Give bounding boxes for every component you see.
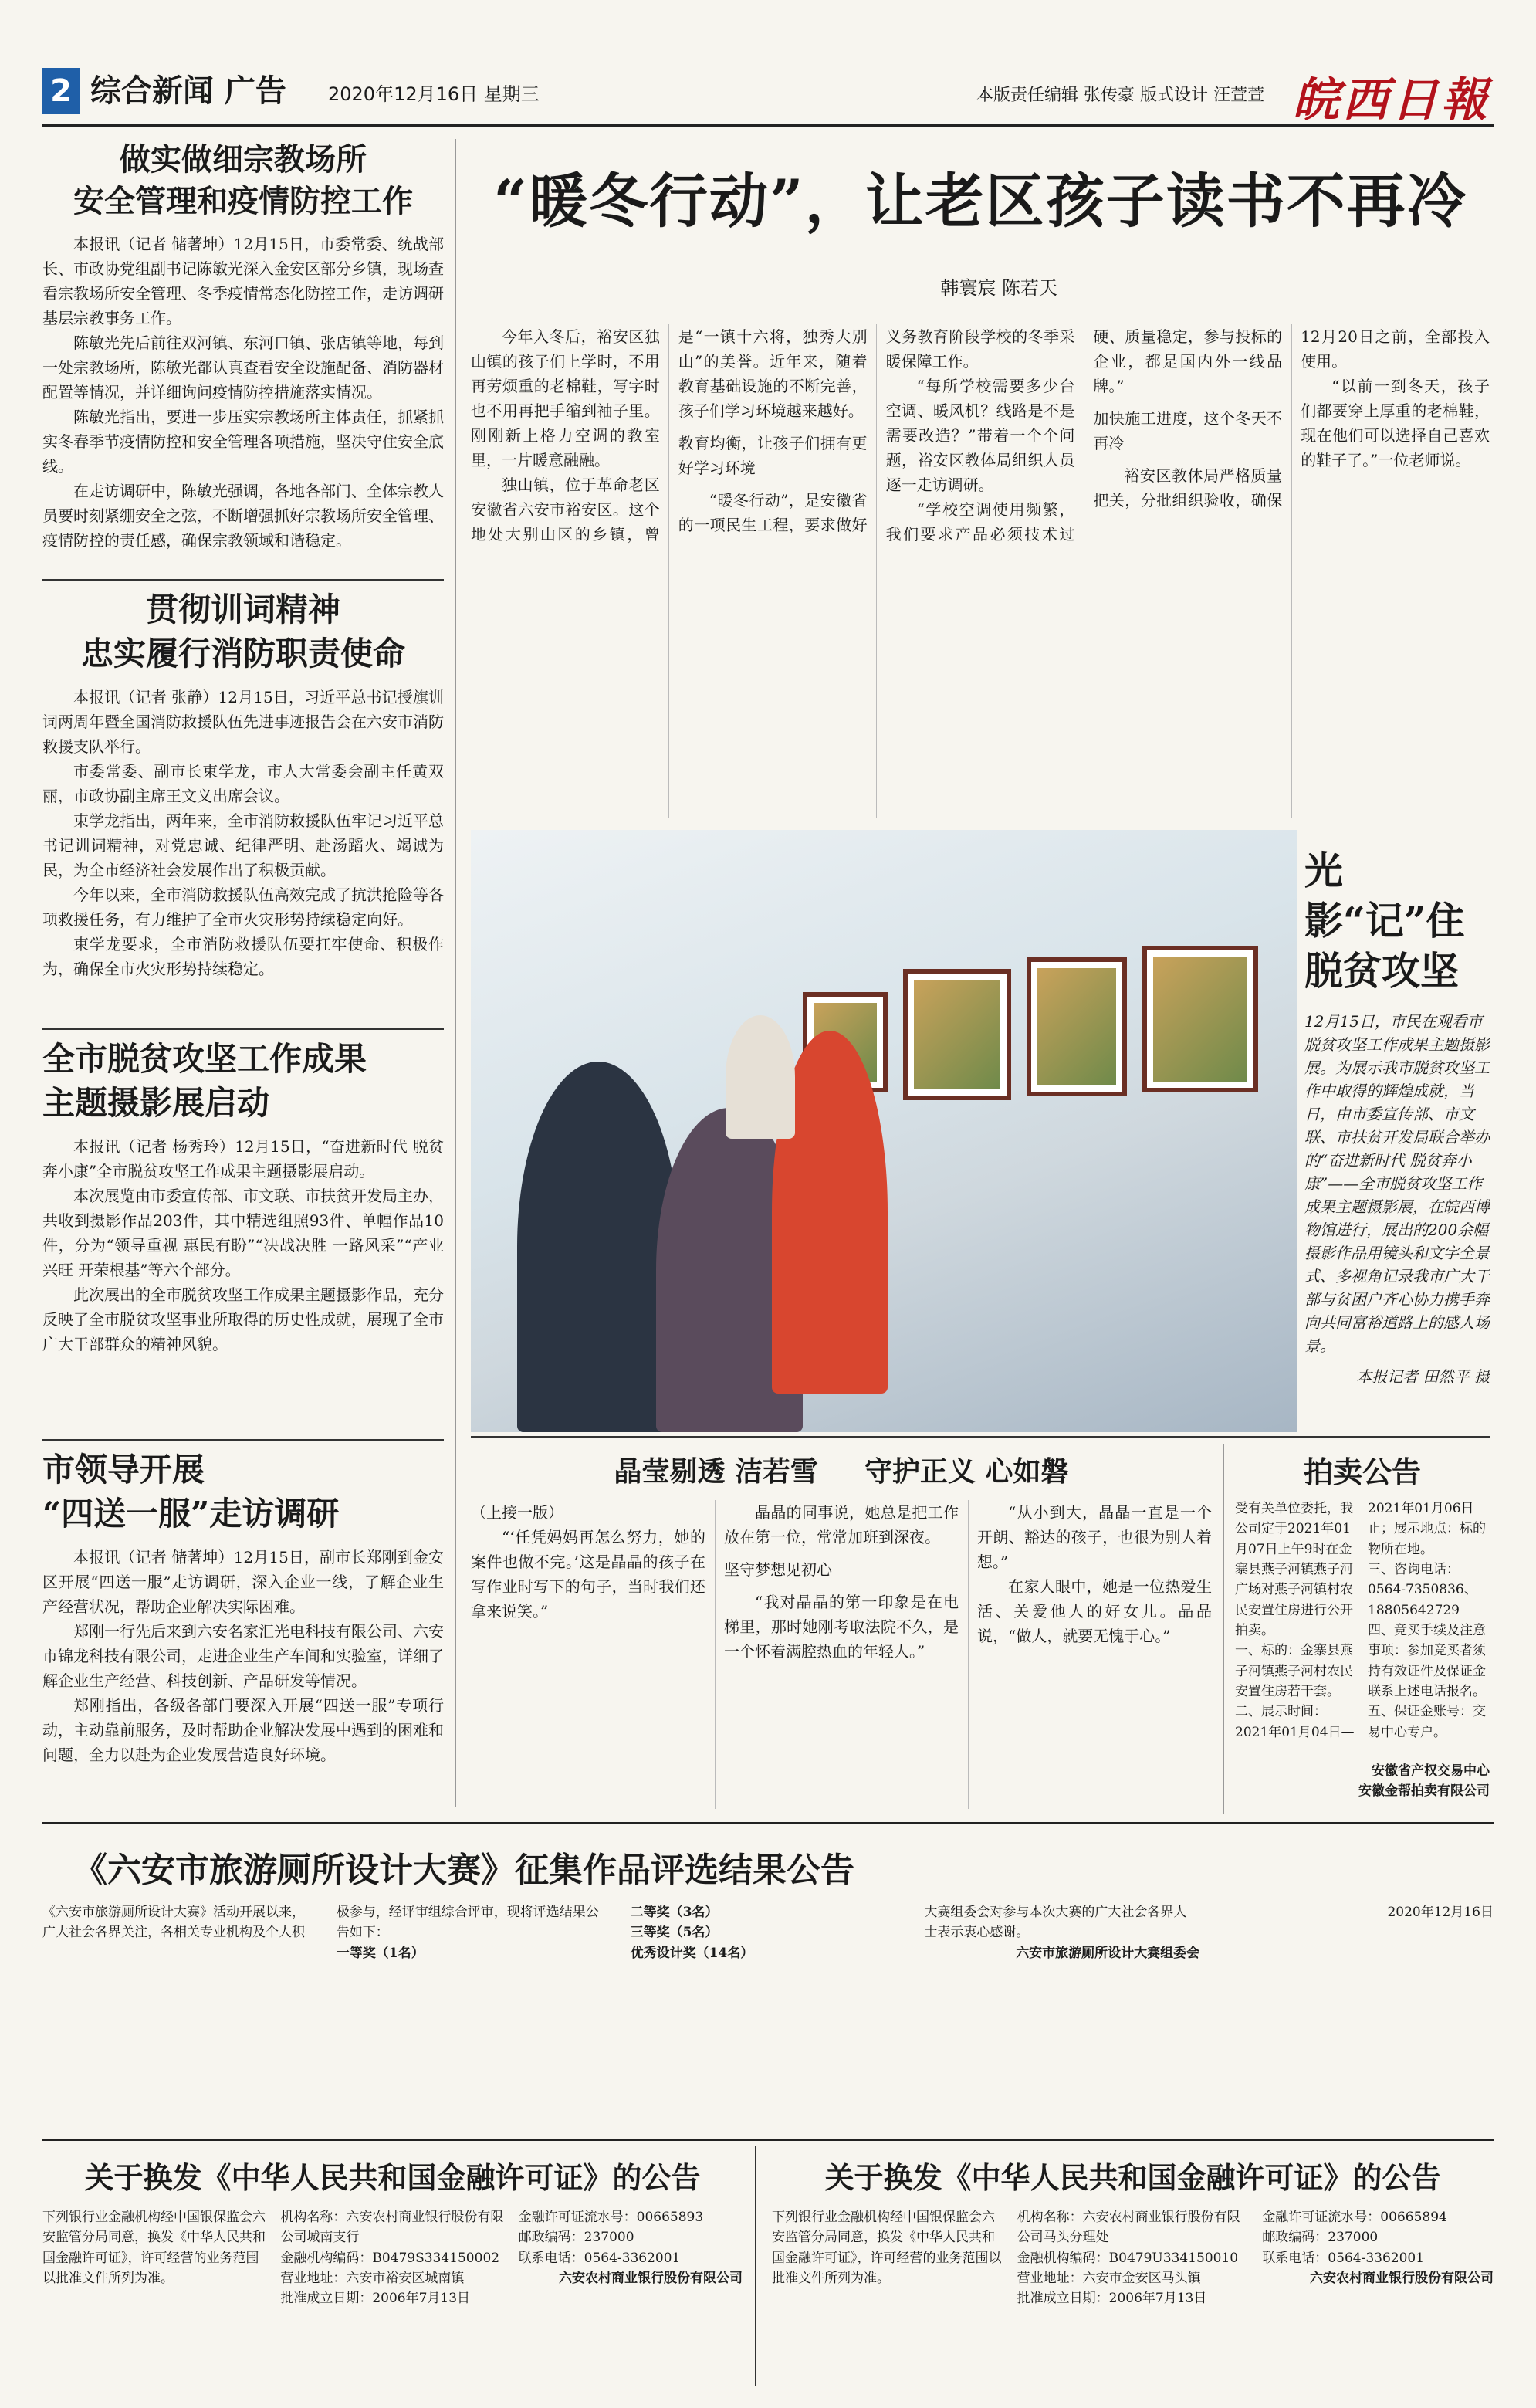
contest-date: 2020年12月16日 [1387, 1905, 1494, 1920]
license-number: 金融许可证流水号：00665894 [1262, 2210, 1447, 2225]
paragraph: 二、展示时间：2021年01月04日—2021年01月06日止；展示地点：标的物所在地。 [1235, 1501, 1486, 1740]
story-article [471, 1444, 1212, 1822]
editor-credits: 本版责任编辑 张传豪 版式设计 汪萱萱 [976, 86, 1264, 105]
notice-title: 关于换发《中华人民共和国金融许可证》的公告 [84, 2160, 701, 2195]
divider [42, 2139, 1494, 2141]
lead-paragraph: 本报讯（记者 储著坤）12月15日，市委常委、统战部长、市政协党组副书记陈敏光深入金安区部分乡镇，现场查看宗教场所安全管理、冬季疫情常态化防控工作，走访调研基层宗教事务工作。 [42, 235, 444, 327]
left-column [42, 139, 444, 1807]
article-fire [42, 588, 444, 1021]
headline-line1: 贯彻训词精神 [145, 591, 340, 628]
zip-code: 邮政编码：237000 [518, 2230, 634, 2246]
divider [42, 1439, 444, 1441]
bank-signature: 六安农村商业银行股份有限公司 [1309, 2271, 1494, 2287]
photo-frame [1027, 957, 1127, 1096]
paragraph: 束学龙要求，全市消防救援队伍要扛牢使命、积极作为，确保全市火灾形势持续稳定。 [42, 935, 444, 979]
auction-issuer: 安徽省产权交易中心 [1372, 1763, 1490, 1779]
divider [471, 1436, 1490, 1438]
column-divider [455, 139, 456, 1807]
bank-signature: 六安农村商业银行股份有限公司 [558, 2271, 743, 2287]
paragraph: 五、保证金账号：交易中心专户。 [1368, 1704, 1486, 1740]
page-number: 2 [42, 68, 80, 114]
headline-line2: 安全管理和疫情防控工作 [73, 183, 413, 219]
org-address: 营业地址：六安市金安区马头镇 [1017, 2271, 1201, 2287]
paragraph: 大赛组委会对参与本次大赛的广大社会各界人士表示衷心感谢。 [924, 1905, 1187, 1941]
caption-text: 12月15日，市民在观看市脱贫攻坚工作成果主题摄影展。为展示我市脱贫攻坚工作中取得的辉煌成就，当日，由市委宣传部、市文联、市扶贫开发局联合举办的“奋进新时代 脱贫奔小康”——全市脱贫攻坚工作成果主题摄影展，在皖西博物馆进行，展出的200余幅摄影作品用镜头和文字全景式、多视角记录我市广大干部与贫困户齐心协力携手奔向共同富裕道路上的感人场景。 [1304, 1012, 1490, 1355]
feature-subhead: 教育均衡，让孩子们拥有更好学习环境 [678, 434, 868, 477]
feature-body [471, 324, 1490, 818]
article-religion [42, 139, 444, 571]
lead-paragraph: 本报讯（记者 储著坤）12月15日，副市长郑刚到金安区开展“四送一服”走访调研，深入企业一线，了解企业生产经营状况，帮助企业解决实际困难。 [42, 1548, 444, 1617]
headline-line2: 主题摄影展启动 [42, 1083, 270, 1122]
phone: 联系电话：0564-3362001 [518, 2250, 681, 2266]
award-first: 一等奖（1名） [336, 1945, 425, 1961]
divider [42, 579, 444, 581]
paragraph: 今年以来，全市消防救援队伍高效完成了抗洪抢险等各项救援任务，有力维护了全市火灾形势持续稳定向好。 [42, 886, 444, 930]
paragraph: “以前一到冬天，孩子们都要穿上厚重的老棉鞋，现在他们可以选择自己喜欢的鞋子了。”一位老师说。 [1301, 377, 1490, 469]
feature-byline: 韩寰宸 陈若天 [940, 276, 1057, 299]
paragraph: “暖冬行动”，是安徽省的一项民生工程，要求做好义务教育阶段学校的冬季采暖保障工作。 [678, 327, 1075, 534]
masthead-logo: 皖西日報 [1293, 73, 1490, 127]
exhibition-photo [471, 830, 1297, 1432]
story-headline-right: 守护正义 心如磐 [864, 1455, 1069, 1488]
paragraph: 在家人眼中，她是一位热爱生活、关爱他人的好女儿。晶晶说，“做人，就要无愧于心。” [977, 1577, 1212, 1645]
org-name: 机构名称：六安农村商业银行股份有限公司马头分理处 [1017, 2210, 1240, 2246]
photo-frame [903, 969, 1011, 1100]
license-number: 金融许可证流水号：00665893 [518, 2210, 704, 2225]
article-photo-exhibit [42, 1038, 444, 1431]
paragraph: “每所学校需要多少台空调、暖风机？线路是不是需要改造？”带着一个个问题，裕安区教体局组织人员逐一走访调研。 [885, 377, 1075, 494]
paragraph: 此次展出的全市脱贫攻坚工作成果主题摄影作品，充分反映了全市脱贫攻坚事业所取得的历史性成就，展现了全市广大干部群众的精神风貌。 [42, 1285, 444, 1354]
org-address: 营业地址：六安市裕安区城南镇 [280, 2271, 465, 2287]
award-second: 二等奖（3名） [630, 1905, 719, 1920]
zip-code: 邮政编码：237000 [1262, 2230, 1379, 2246]
headline-line2: “四送一服”走访调研 [42, 1494, 340, 1533]
paragraph: 陈敏光先后前往双河镇、东河口镇、张店镇等地，每到一处宗教场所，陈敏光都认真查看安全设施配备、消防器材配置等情况，并详细询问疫情防控措施落实情况。 [42, 334, 444, 401]
paragraph: 下列银行业金融机构经中国银保监会六安监管分局同意，换发《中华人民共和国金融许可证》，许可经营的业务范围以批准文件所列为准。 [42, 2210, 266, 2287]
feature-subhead: 加快施工进度，这个冬天不再冷 [1093, 409, 1283, 452]
page-header [42, 60, 1494, 127]
lead-paragraph: 本报讯（记者 杨秀玲）12月15日，“奋进新时代 脱贫奔小康”全市脱贫攻坚工作成果主题摄影展启动。 [42, 1137, 444, 1181]
auction-issuer: 安徽金帮拍卖有限公司 [1358, 1783, 1490, 1800]
paragraph: 三、咨询电话：0564-7350836、18805642729 [1368, 1562, 1477, 1618]
paragraph: “从小到大，晶晶一直是一个开朗、豁达的孩子，也很为别人着想。” [977, 1503, 1212, 1571]
award-excellent: 优秀设计奖（14名） [630, 1945, 754, 1961]
contest-notice [42, 1830, 1494, 2131]
paragraph: 今年入冬后，裕安区独山镇的孩子们上学时，不用再劳烦重的老棉鞋，写字时也不用再把手缩到袖子里。刚刚新上格力空调的教室里，一片暖意融融。 [471, 327, 660, 469]
lead-paragraph: 本报讯（记者 张静）12月15日，习近平总书记授旗训词两周年暨全国消防救援队伍先进事迹报告会在六安市消防救援支队举行。 [42, 688, 444, 757]
paragraph: 四、竞买手续及注意事项：参加竞买者须持有效证件及保证金联系上述电话报名。 [1368, 1623, 1486, 1700]
paragraph: 陈敏光指出，要进一步压实宗教场所主体责任，抓紧抓实冬春季节疫情防控和安全管理各项措施，坚决守住安全底线。 [42, 408, 444, 476]
license-notice-2 [772, 2146, 1494, 2386]
phone: 联系电话：0564-3362001 [1262, 2250, 1425, 2266]
divider [42, 1822, 1494, 1824]
paragraph: 晶晶的同事说，她总是把工作放在第一位，常常加班到深夜。 [724, 1503, 959, 1546]
paragraph: “学校空调使用频繁，我们要求产品必须技术过硬、质量稳定，参与投标的企业，都是国内外一线品牌。” [885, 327, 1283, 544]
approval-date: 批准成立日期：2006年7月13日 [280, 2291, 471, 2307]
paragraph: 本次展览由市委宣传部、市文联、市扶贫开发局主办，共收到摄影作品203件，其中精选组照93件、单幅作品10件，分为“领导重视 惠民有盼”“决战决胜 一路风采”“产业兴旺 开荣根基”等六个部分。 [42, 1187, 444, 1280]
story-subhead: 坚守梦想见初心 [724, 1560, 832, 1579]
headline-line1: 市领导开展 [42, 1451, 205, 1488]
contest-title: 《六安市旅游厕所设计大赛》征集作品评选结果公告 [73, 1851, 854, 1890]
auction-notice [1235, 1444, 1490, 1814]
photo-credit: 本报记者 田然平 摄 [1356, 1367, 1490, 1386]
paragraph: 市委常委、副市长束学龙，市人大常委会副主任黄双丽，市政协副主席王文义出席会议。 [42, 762, 444, 806]
column-divider [1223, 1444, 1224, 1814]
continued-note: （上接一版） [471, 1503, 563, 1522]
paragraph: 受有关单位委托，我公司定于2021年01月07日上午9时在金寨县燕子河镇燕子河广场对燕子河镇村农民安置住房进行公开拍卖。 [1235, 1501, 1353, 1639]
paragraph: “我对晶晶的第一印象是在电梯里，那时她刚考取法院不久，是一个怀着满腔热血的年轻人。” [724, 1593, 959, 1661]
paragraph: 下列银行业金融机构经中国银保监会六安监管分局同意，换发《中华人民共和国金融许可证》，许可经营的业务范围以批准文件所列为准。 [772, 2210, 1002, 2287]
photo-frame [1142, 946, 1258, 1092]
paragraph: 在走访调研中，陈敏光强调，各地各部门、全体宗教人员要时刻紧绷安全之弦，不断增强抓好宗教场所安全管理、疫情防控的责任感，确保宗教领域和谐稳定。 [42, 482, 444, 550]
divider [42, 1028, 444, 1030]
visitor [726, 1015, 795, 1139]
story-headline-left: 晶莹剔透 洁若雪 [614, 1455, 818, 1488]
photo-caption [1304, 845, 1490, 1417]
paragraph: 郑刚一行先后来到六安名家汇光电科技有限公司、六安市锦龙科技有限公司，走进企业生产车间和实验室，详细了解企业生产经营、科技创新、产品研发等情况。 [42, 1622, 444, 1691]
paragraph: 《六安市旅游厕所设计大赛》活动开展以来，广大社会各界关注，各相关专业机构及个人积极参与，经评审组综合评审，现将评选结果公告如下： [42, 1905, 599, 1941]
auction-title: 拍卖公告 [1303, 1455, 1421, 1489]
paragraph: 一、标的：金寨县燕子河镇燕子河村农民安置住房若干套。 [1235, 1643, 1353, 1700]
org-name: 机构名称：六安农村商业银行股份有限公司城南支行 [280, 2210, 504, 2246]
paragraph: 束学龙指出，两年来，全市消防救援队伍牢记习近平总书记训词精神，对党忠诚、纪律严明、赴汤蹈火、竭诚为民，为全市经济社会发展作出了积极贡献。 [42, 811, 444, 880]
org-code: 金融机构编码：B0479U334150010 [1017, 2250, 1239, 2266]
org-code: 金融机构编码：B0479S334150002 [280, 2250, 500, 2266]
paragraph: 独山镇，位于革命老区安徽省六安市裕安区。这个地处大别山区的乡镇，曾是“一镇十六将，独秀大别山”的美誉。近年来，随着教育基础设施的不断完善，孩子们学习环境越来越好。 [471, 327, 868, 544]
feature-headline: “暖冬行动”，让老区孩子读书不再冷 [493, 167, 1467, 235]
approval-date: 批准成立日期：2006年7月13日 [1017, 2291, 1207, 2307]
headline-line2: 忠实履行消防职责使命 [80, 634, 405, 672]
license-notice-1 [42, 2146, 756, 2386]
headline-line1: 全市脱贫攻坚工作成果 [42, 1040, 367, 1078]
article-visit [42, 1448, 444, 1803]
paragraph: “‘任凭妈妈再怎么努力，她的案件也做不完。’这是晶晶的孩子在写作业时写下的句子，当时我们还拿来说笑。” [471, 1528, 705, 1621]
visitor [517, 1062, 679, 1432]
contest-signature: 六安市旅游厕所设计大赛组委会 [1016, 1945, 1200, 1961]
paragraph: 郑刚指出，各级各部门要深入开展“四送一服”专项行动，主动靠前服务，及时帮助企业解决发展中遇到的困难和问题，全力以赴为企业发展营造良好环境。 [42, 1696, 444, 1765]
feature-article [471, 162, 1490, 312]
headline-line1: 做实做细宗教场所 [120, 141, 367, 178]
notice-title: 关于换发《中华人民共和国金融许可证》的公告 [824, 2160, 1441, 2195]
section-title: 综合新闻 广告 [90, 73, 286, 109]
caption-title: 光影“记”住脱贫攻坚 [1304, 848, 1465, 994]
issue-date: 2020年12月16日 星期三 [328, 83, 540, 105]
award-third: 三等奖（5名） [630, 1925, 719, 1941]
paragraph: 裕安区教体局严格质量把关，分批组织验收，确保12月20日之前，全部投入使用。 [1093, 327, 1490, 510]
